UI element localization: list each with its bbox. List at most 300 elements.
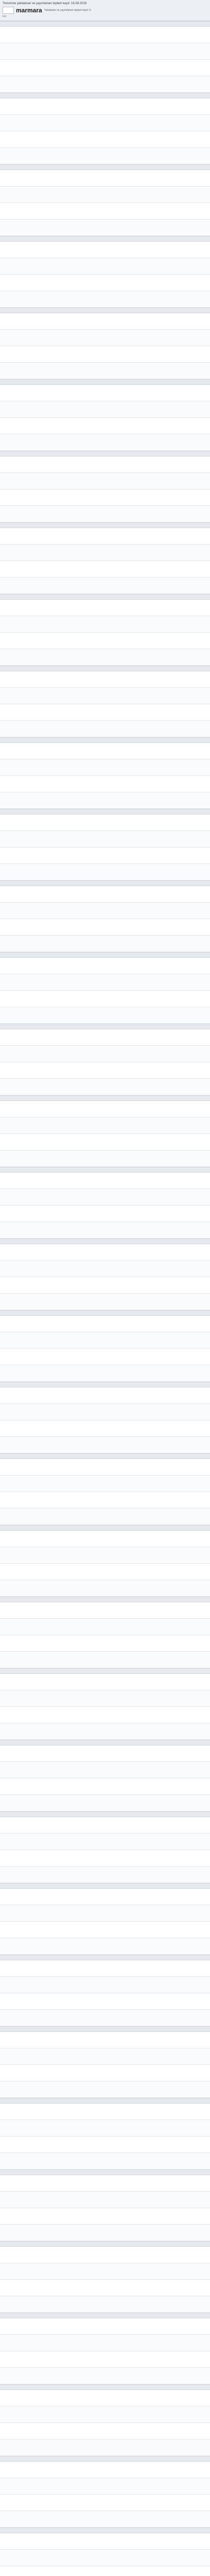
log-entry[interactable] [0,1117,210,1134]
entry-code-link[interactable] [3,1586,207,1590]
entry-note [3,301,207,305]
entry-code-link[interactable] [3,104,207,108]
entry-code-link[interactable] [3,765,207,769]
log-entry[interactable] [0,1905,210,1922]
log-entry[interactable] [0,1778,210,1795]
entry-code-link[interactable] [3,391,207,395]
log-entry[interactable] [0,506,210,522]
entry-code-link[interactable] [3,1443,207,1447]
entry-code-link[interactable] [3,1641,207,1645]
log-entry[interactable] [0,1294,210,1310]
entry-code-link[interactable] [3,1784,207,1788]
log-entry[interactable] [0,148,210,164]
log-entry[interactable] [0,2351,210,2368]
entry-code-link[interactable] [3,1624,207,1629]
entry-code-link[interactable] [3,280,207,284]
entry-code-link[interactable] [3,225,207,229]
log-entry[interactable] [0,1492,210,1509]
log-entry[interactable] [0,1261,210,1277]
log-entry[interactable] [0,2153,210,2170]
log-entry[interactable] [0,1867,210,1883]
log-entry[interactable] [0,848,210,864]
entry-time [3,419,207,423]
log-entry[interactable] [0,1602,210,1619]
log-entry[interactable] [0,346,210,363]
entry-code-link[interactable] [3,176,207,180]
entry-code-link[interactable] [3,2517,207,2521]
entry-code-link[interactable] [3,726,207,731]
entry-code-link[interactable] [3,1872,207,1876]
entry-code-link[interactable] [3,749,207,753]
entry-code-link[interactable] [3,2126,207,2130]
entry-code-link[interactable] [3,1481,207,1485]
entry-code-link[interactable] [3,2396,207,2400]
log-entry[interactable] [0,2318,210,2335]
entry-list [0,1960,210,2026]
entry-code-link[interactable] [3,1894,207,1899]
entry-code-link[interactable] [3,1553,207,1557]
entry-code-link[interactable] [3,1228,207,1232]
log-entry[interactable] [0,1134,210,1150]
entry-code-link[interactable] [3,2500,207,2504]
log-entry[interactable] [0,2137,210,2153]
entry-code-link[interactable] [3,121,207,125]
entry-code-link[interactable] [3,1569,207,1573]
log-entry[interactable] [0,671,210,688]
entry-code-link[interactable] [3,2109,207,2113]
entry-code-link[interactable] [3,1839,207,1843]
log-entry[interactable] [0,1189,210,1206]
entry-code-link[interactable] [3,1514,207,1518]
entry-code-link[interactable] [3,49,207,53]
entry-code-link[interactable] [3,710,207,714]
entry-code-link[interactable] [3,2357,207,2361]
log-entry[interactable] [0,831,210,848]
log-entry[interactable] [0,1349,210,1365]
log-entry[interactable] [0,1580,210,1597]
entry-code-link[interactable] [3,1927,207,1931]
log-entry[interactable] [0,1459,210,1476]
log-entry[interactable] [0,1206,210,1222]
log-entry[interactable] [0,1420,210,1437]
entry-note [3,1805,207,1809]
log-entry[interactable] [0,27,210,43]
entry-code-link[interactable] [3,1068,207,1072]
entry-code-link[interactable] [3,2302,207,2306]
log-entry[interactable] [0,1745,210,1762]
entry-code-link[interactable] [3,1013,207,1017]
log-entry[interactable] [0,76,210,93]
entry-code-link[interactable] [3,2197,207,2201]
entry-code-link[interactable] [3,2087,207,2091]
entry-code-link[interactable] [3,782,207,786]
entry-code-link[interactable] [3,137,207,141]
log-entry[interactable] [0,1652,210,1668]
entry-code-link[interactable] [3,2445,207,2449]
log-entry[interactable] [0,275,210,291]
log-entry[interactable] [0,242,210,258]
log-entry[interactable] [0,743,210,759]
entry-code-link[interactable] [3,209,207,213]
entry-code-link[interactable] [3,1680,207,1684]
entry-code-link[interactable] [3,605,207,609]
log-entry[interactable] [0,2104,210,2120]
entry-code-link[interactable] [3,1608,207,1612]
entry-code-link[interactable] [3,980,207,984]
entry-code-link[interactable] [3,1410,207,1414]
entry-code-link[interactable] [3,368,207,372]
entry-time [3,2298,207,2302]
entry-code-link[interactable] [3,2269,207,2273]
log-entry[interactable] [0,2208,210,2225]
log-entry[interactable] [0,363,210,379]
entry-code-link[interactable] [3,1283,207,1287]
entry-code-link[interactable] [3,1999,207,2003]
log-entry[interactable] [0,545,210,561]
log-entry[interactable] [0,187,210,203]
log-entry[interactable] [0,1101,210,1117]
log-entry[interactable] [0,1707,210,1723]
log-entry[interactable] [0,2390,210,2406]
log-entry[interactable] [0,1029,210,1046]
log-entry[interactable] [0,1222,210,1239]
entry-code-link[interactable] [3,1211,207,1215]
entry-time [3,761,207,765]
entry-code-link[interactable] [3,2484,207,2488]
log-entry[interactable] [0,2192,210,2208]
entry-code-link[interactable] [3,655,207,659]
entry-code-link[interactable] [3,423,207,428]
log-entry[interactable] [0,291,210,308]
log-entry[interactable] [0,2065,210,2081]
log-entry[interactable] [0,1674,210,1690]
log-entry[interactable] [0,688,210,704]
log-entry[interactable] [0,528,210,545]
entry-code-link[interactable] [3,1338,207,1342]
entry-code-link[interactable] [3,2230,207,2234]
log-entry[interactable] [0,43,210,60]
entry-time [3,2066,207,2071]
entry-code-link[interactable] [3,2252,207,2257]
log-entry[interactable] [0,1723,210,1740]
entry-code-link[interactable] [3,583,207,587]
log-entry[interactable] [0,2495,210,2511]
entry-code-link[interactable] [3,2539,207,2543]
entry-code-link[interactable] [3,1801,207,1805]
log-entry[interactable] [0,974,210,991]
log-entry[interactable] [0,1079,210,1095]
log-entry[interactable] [0,313,210,330]
entry-code-link[interactable] [3,1299,207,1303]
entry-code-link[interactable] [3,440,207,444]
log-entry[interactable] [0,649,210,666]
log-entry[interactable] [0,1690,210,1707]
log-entry[interactable] [0,1993,210,2010]
log-entry[interactable] [0,1977,210,1993]
log-entry[interactable] [0,1150,210,1167]
log-entry[interactable] [0,792,210,809]
log-entry[interactable] [0,2511,210,2528]
entry-code-link[interactable] [3,335,207,340]
entry-code-link[interactable] [3,2214,207,2218]
log-entry[interactable] [0,1173,210,1189]
log-entry[interactable] [0,1046,210,1062]
entry-code-link[interactable] [3,2181,207,2185]
entry-note [3,411,207,415]
log-entry[interactable] [0,1007,210,1024]
log-entry[interactable] [0,1619,210,1635]
log-entry[interactable] [0,776,210,792]
log-entry[interactable] [0,1564,210,1580]
entry-code-link[interactable] [3,1195,207,1199]
entry-code-link[interactable] [3,1982,207,1987]
log-entry[interactable] [0,886,210,903]
entry-code-link[interactable] [3,352,207,356]
entry-code-link[interactable] [3,853,207,857]
log-entry[interactable] [0,1960,210,1977]
date-group [0,737,210,809]
entry-code-link[interactable] [3,1498,207,1502]
entry-code-link[interactable] [3,908,207,912]
log-entry[interactable] [0,473,210,489]
log-entry[interactable] [0,401,210,418]
entry-code-link[interactable] [3,677,207,681]
log-entry[interactable] [0,2120,210,2137]
log-entry[interactable] [0,633,210,649]
log-entry[interactable] [0,2280,210,2296]
entry-code-link[interactable] [3,2555,207,2560]
log-entry[interactable] [0,115,210,131]
log-entry[interactable] [0,330,210,346]
log-entry[interactable] [0,1547,210,1564]
log-entry[interactable] [0,704,210,721]
entry-code-link[interactable] [3,1052,207,1056]
date-group [0,2456,210,2528]
entry-code-link[interactable] [3,941,207,945]
log-entry[interactable] [0,1316,210,1332]
log-entry[interactable] [0,1387,210,1404]
entry-code-link[interactable] [3,462,207,466]
entry-code-link[interactable] [3,2038,207,2042]
entry-code-link[interactable] [3,2159,207,2163]
entry-code-link[interactable] [3,1536,207,1540]
log-entry[interactable] [0,2550,210,2566]
log-entry[interactable] [0,1817,210,1834]
log-entry[interactable] [0,170,210,187]
entry-code-link[interactable] [3,925,207,929]
log-entry[interactable] [0,2048,210,2065]
entry-code-link[interactable] [3,1768,207,1772]
entry-code-link[interactable] [3,1140,207,1144]
entry-code-link[interactable] [3,892,207,896]
log-entry[interactable] [0,385,210,401]
entry-code-link[interactable] [3,1657,207,1662]
entry-code-link[interactable] [3,1713,207,1717]
log-entry[interactable] [0,2368,210,2384]
log-entry[interactable] [0,2335,210,2351]
entry-code-link[interactable] [3,192,207,196]
log-entry[interactable] [0,1762,210,1778]
log-entry[interactable] [0,2533,210,2550]
entry-code-link[interactable] [3,319,207,323]
log-entry[interactable] [0,721,210,737]
log-entry[interactable] [0,1531,210,1547]
entry-code-link[interactable] [3,1696,207,1700]
entry-code-link[interactable] [3,1465,207,1469]
entry-code-link[interactable] [3,622,207,626]
log-entry[interactable] [0,1938,210,1955]
entry-code-link[interactable] [3,1966,207,1970]
log-entry[interactable] [0,1365,210,1382]
entry-code-link[interactable] [3,837,207,841]
entry-code-link[interactable] [3,2015,207,2020]
log-entry[interactable] [0,2406,210,2423]
log-entry[interactable] [0,600,210,616]
log-entry[interactable] [0,2247,210,2263]
log-entry[interactable] [0,1277,210,1294]
entry-code-link[interactable] [3,1426,207,1430]
log-entry[interactable] [0,1850,210,1867]
log-entry[interactable] [0,1244,210,1261]
log-entry[interactable] [0,561,210,578]
log-entry[interactable] [0,1062,210,1079]
entry-code-link[interactable] [3,1123,207,1127]
entry-code-link[interactable] [3,534,207,538]
entry-code-link[interactable] [3,1944,207,1948]
entry-time [3,1835,207,1839]
entry-code-link[interactable] [3,996,207,1001]
log-entry[interactable] [0,919,210,936]
entry-code-link[interactable] [3,1823,207,1827]
log-entry[interactable] [0,2478,210,2495]
entry-code-link[interactable] [3,407,207,411]
entry-code-link[interactable] [3,963,207,968]
log-entry[interactable] [0,2263,210,2280]
log-entry[interactable] [0,219,210,236]
log-entry[interactable] [0,991,210,1007]
entry-list [0,743,210,809]
entry-code-link[interactable] [3,693,207,698]
entry-code-link[interactable] [3,1354,207,1359]
log-entry[interactable] [0,1509,210,1525]
log-entry[interactable] [0,489,210,506]
log-entry[interactable] [0,936,210,952]
entry-code-link[interactable] [3,1371,207,1375]
entry-code-link[interactable] [3,264,207,268]
log-entry[interactable] [0,98,210,115]
entry-code-link[interactable] [3,1856,207,1860]
log-entry[interactable] [0,1889,210,1905]
log-entry[interactable] [0,903,210,919]
entry-code-link[interactable] [3,2071,207,2075]
log-entry[interactable] [0,434,210,451]
entry-code-link[interactable] [3,638,207,642]
entry-code-link[interactable] [3,2412,207,2416]
log-entry[interactable] [0,1922,210,1938]
log-entry[interactable] [0,616,210,633]
entry-code-link[interactable] [3,154,207,158]
log-entry[interactable] [0,815,210,831]
log-entry[interactable] [0,2010,210,2026]
log-entry[interactable] [0,1437,210,1453]
entry-code-link[interactable] [3,1266,207,1270]
entry-code-link[interactable] [3,1178,207,1182]
entry-code-link[interactable] [3,2285,207,2290]
entry-code-link[interactable] [3,567,207,571]
log-entry[interactable] [0,1635,210,1652]
entry-code-link[interactable] [3,2374,207,2378]
entry-code-link[interactable] [3,495,207,499]
entry-code-link[interactable] [3,2054,207,2058]
log-entry[interactable] [0,1404,210,1420]
log-entry[interactable] [0,2462,210,2478]
entry-code-link[interactable] [3,1911,207,1915]
log-entry[interactable] [0,1834,210,1850]
log-entry[interactable] [0,131,210,148]
entry-code-link[interactable] [3,1751,207,1755]
entry-code-link[interactable] [3,247,207,251]
log-entry[interactable] [0,2225,210,2241]
log-entry[interactable] [0,456,210,473]
log-entry[interactable] [0,578,210,594]
log-entry[interactable] [0,958,210,974]
entry-list [0,385,210,451]
log-entry[interactable] [0,2175,210,2192]
entry-time [3,2425,207,2429]
entry-code-link[interactable] [3,1321,207,1326]
entry-code-link[interactable] [3,1729,207,1733]
log-entry[interactable] [0,258,210,275]
log-entry[interactable] [0,2032,210,2048]
log-entry[interactable] [0,864,210,880]
entry-code-link[interactable] [3,1250,207,1254]
entry-code-link[interactable] [3,798,207,802]
log-entry[interactable] [0,2439,210,2456]
log-entry[interactable] [0,2423,210,2439]
log-entry[interactable] [0,1476,210,1492]
log-entry[interactable] [0,759,210,776]
log-entry[interactable] [0,2296,210,2313]
log-entry[interactable] [0,2566,210,2576]
entry-code-link[interactable] [3,297,207,301]
entry-code-link[interactable] [3,550,207,554]
log-entry[interactable] [0,1332,210,1349]
entry-code-link[interactable] [3,2324,207,2328]
entry-code-link[interactable] [3,1035,207,1039]
log-entry[interactable] [0,418,210,434]
entry-code-link[interactable] [3,2341,207,2345]
log-entry[interactable] [0,60,210,76]
entry-code-link[interactable] [3,2142,207,2146]
entry-code-link[interactable] [3,32,207,37]
log-entry[interactable] [0,203,210,219]
entry-code-link[interactable] [3,2429,207,2433]
entry-code-link[interactable] [3,2572,207,2576]
entry-code-link[interactable] [3,2467,207,2471]
entry-code-link[interactable] [3,82,207,86]
entry-code-link[interactable] [3,65,207,70]
entry-code-link[interactable] [3,820,207,824]
log-entry[interactable] [0,1795,210,1811]
entry-code-link[interactable] [3,1156,207,1160]
entry-code-link[interactable] [3,1393,207,1397]
entry-code-link[interactable] [3,870,207,874]
entry-code-link[interactable] [3,1107,207,1111]
entry-code-link[interactable] [3,512,207,516]
entry-code-link[interactable] [3,479,207,483]
log-entry[interactable] [0,2081,210,2098]
entry-code-link[interactable] [3,1084,207,1089]
